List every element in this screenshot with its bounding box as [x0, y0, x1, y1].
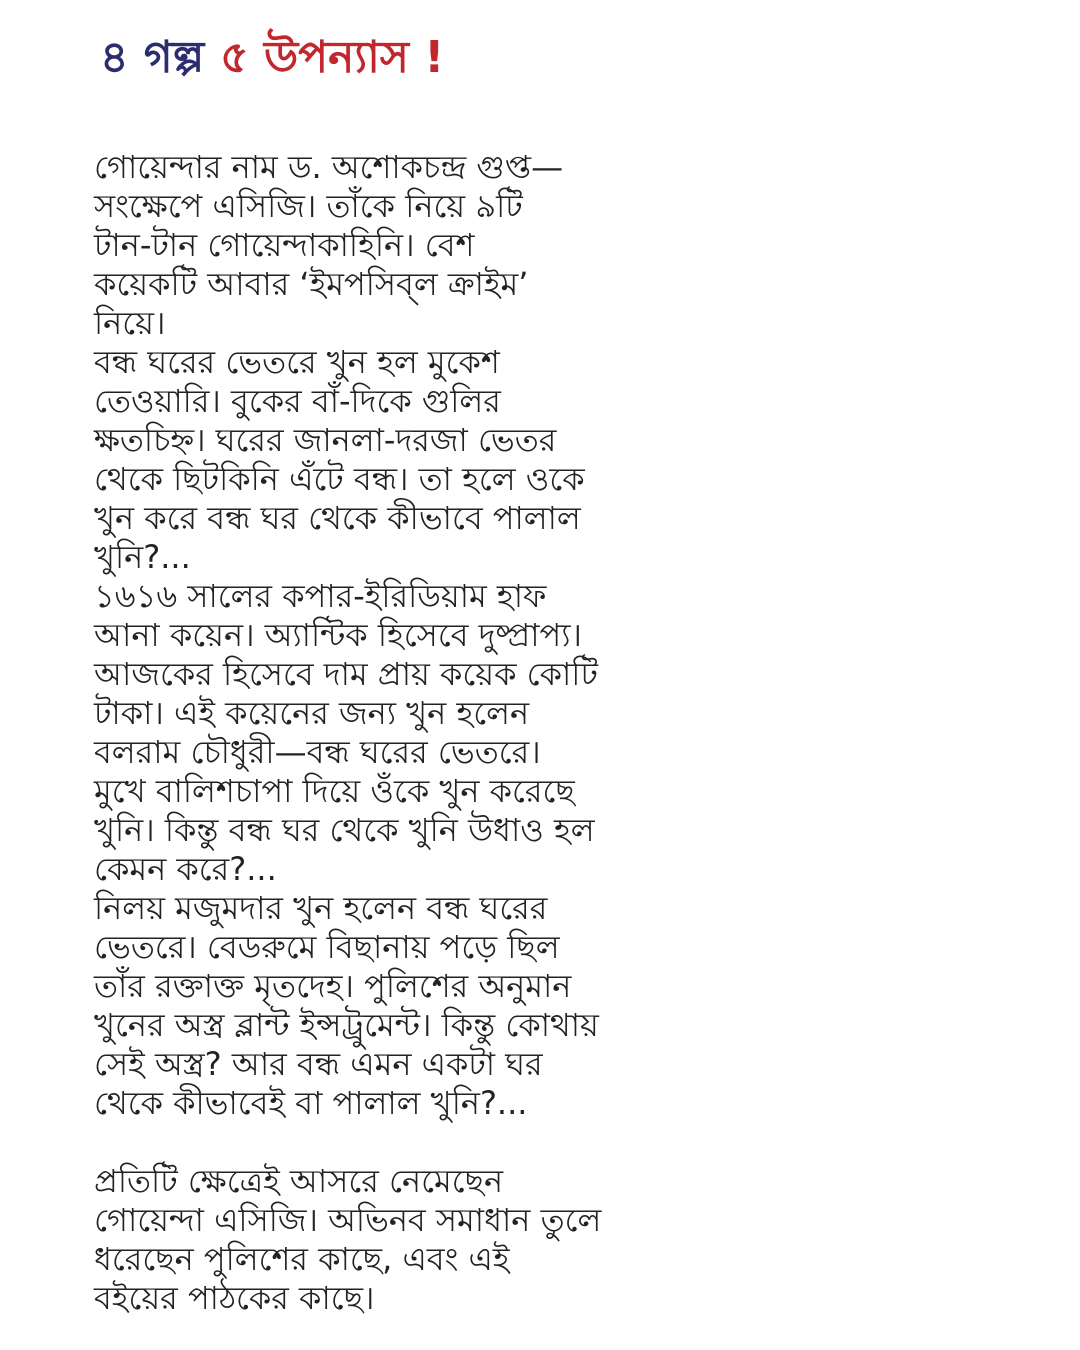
text-line: নিয়ে।	[94, 304, 166, 342]
text-line: আজকের হিসেবে দাম প্রায় কয়েক কোটি	[94, 655, 598, 693]
text-line: সংক্ষেপে এসিজি। তাঁকে নিয়ে ৯টি	[94, 187, 523, 225]
page-title	[100, 28, 444, 88]
text-line: বলরাম চৌধুরী—বন্ধ ঘরের ভেতরে।	[94, 733, 541, 771]
text-line: নিলয় মজুমদার খুন হলেন বন্ধ ঘরের	[94, 889, 548, 927]
text-line: খুনি?...	[94, 538, 191, 576]
text-line: কয়েকটি আবার ‘ইমপসিব্‌ল ক্রাইম’	[94, 265, 529, 303]
text-line: থেকে কীভাবেই বা পালাল খুনি?...	[94, 1084, 528, 1122]
blurb-body	[94, 148, 1004, 1318]
paragraph-case-2	[94, 577, 1004, 889]
paragraph-conclusion	[94, 1162, 1004, 1318]
title-story-count: ৪ গল্প	[100, 32, 205, 83]
text-line: থেকে ছিটকিনি এঁটে বন্ধ। তা হলে ওকে	[94, 460, 585, 498]
text-line: গোয়েন্দা এসিজি। অভিনব সমাধান তুলে	[94, 1201, 602, 1239]
text-line: ধরেছেন পুলিশের কাছে, এবং এই	[94, 1240, 510, 1278]
text-line: ভেতরে। বেডরুমে বিছানায় পড়ে ছিল	[94, 928, 560, 966]
paragraph-case-1	[94, 343, 1004, 577]
text-line: তাঁর রক্তাক্ত মৃতদেহ। পুলিশের অনুমান	[94, 967, 572, 1005]
title-novel-count: ৫ উপন্যাস !	[220, 32, 445, 83]
text-line: সেই অস্ত্র? আর বন্ধ এমন একটা ঘর	[94, 1045, 543, 1083]
text-line: বইয়ের পাঠকের কাছে।	[94, 1279, 375, 1317]
text-line: তেওয়ারি। বুকের বাঁ-দিকে গুলির	[94, 382, 501, 420]
text-line: খুনি। কিন্তু বন্ধ ঘর থেকে খুনি উধাও হল	[94, 811, 595, 849]
text-line: গোয়েন্দার নাম ড. অশোকচন্দ্র গুপ্ত—	[94, 148, 564, 186]
text-line: আনা কয়েন। অ্যান্টিক হিসেবে দুষ্প্রাপ্য।	[94, 616, 582, 654]
paragraph-case-3	[94, 889, 1004, 1123]
text-line: ক্ষতচিহ্ন। ঘরের জানলা-দরজা ভেতর	[94, 421, 557, 459]
text-line: ১৬১৬ সালের কপার-ইরিডিয়াম হাফ	[94, 577, 547, 615]
text-line: খুনের অস্ত্র ব্লান্ট ইন্সট্রুমেন্ট। কিন্তু কোথায়	[94, 1006, 599, 1044]
text-line: টান-টান গোয়েন্দাকাহিনি। বেশ	[94, 226, 475, 264]
paragraph-intro	[94, 148, 1004, 343]
text-line: মুখে বালিশচাপা দিয়ে ওঁকে খুন করেছে	[94, 772, 575, 810]
text-line: প্রতিটি ক্ষেত্রেই আসরে নেমেছেন	[94, 1162, 504, 1200]
text-line: কেমন করে?...	[94, 850, 277, 888]
text-line: বন্ধ ঘরের ভেতরে খুন হল মুকেশ	[94, 343, 500, 381]
text-line: টাকা। এই কয়েনের জন্য খুন হলেন	[94, 694, 530, 732]
text-line: খুন করে বন্ধ ঘর থেকে কীভাবে পালাল	[94, 499, 581, 537]
paragraph-gap	[94, 1123, 1004, 1162]
